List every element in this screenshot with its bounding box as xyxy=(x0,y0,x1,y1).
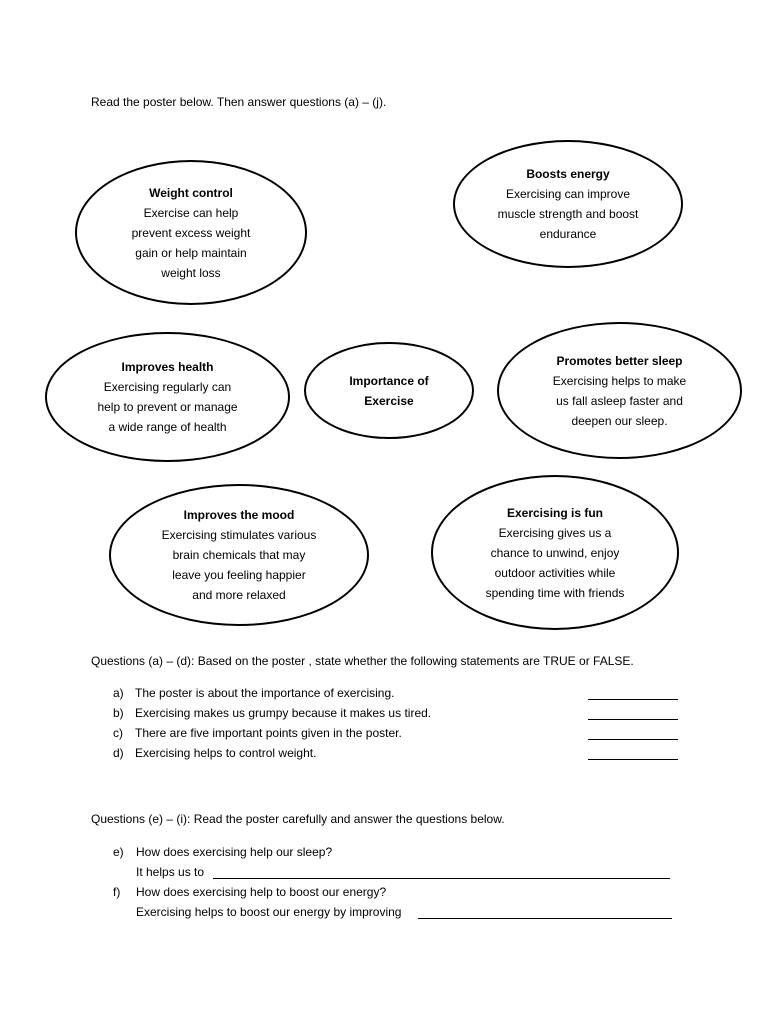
center-title: Importance of Exercise xyxy=(349,373,429,408)
oval-body: Exercising regularly can help to prevent or manage a wide range of health xyxy=(97,380,238,434)
oval-weight-control xyxy=(75,160,307,305)
answer-blank[interactable] xyxy=(588,699,678,700)
oval-title: Improves the mood xyxy=(183,508,295,522)
answer-prompt: It helps us to xyxy=(136,865,205,879)
answer-prompt: Exercising helps to boost our energy by improving xyxy=(136,905,402,919)
oval-body: Exercising can improve muscle strength and boost endurance xyxy=(497,187,639,241)
answer-blank[interactable] xyxy=(588,759,678,760)
question-letter: d) xyxy=(113,746,124,760)
question-text: How does exercising help to boost our energy? xyxy=(136,885,387,899)
question-text: There are five important points given in the poster. xyxy=(135,726,402,740)
oval-body: Exercising gives us a chance to unwind, enjoy outdoor activities while spending time with friends xyxy=(485,525,625,600)
oval-title: Weight control xyxy=(149,185,233,200)
oval-importance-of-exercise xyxy=(304,342,474,439)
tf-question-b xyxy=(113,706,678,726)
question-text: Exercising makes us grumpy because it makes us tired. xyxy=(135,706,432,720)
tf-section-title: Questions (a) – (d): Based on the poster , state whether the following statements are TRUE or FALSE. xyxy=(91,654,634,668)
oval-title: Boosts energy xyxy=(526,167,610,181)
question-letter: a) xyxy=(113,686,124,700)
question-text: How does exercising help our sleep? xyxy=(136,845,333,859)
tf-question-a xyxy=(113,686,678,706)
answer-line[interactable] xyxy=(418,918,672,919)
oval-promotes-better-sleep xyxy=(497,322,742,459)
question-letter: f) xyxy=(113,885,121,899)
open-section-title: Questions (e) – (i): Read the poster carefully and answer the questions below. xyxy=(91,812,505,826)
oval-boosts-energy xyxy=(453,140,683,268)
question-text: Exercising helps to control weight. xyxy=(135,746,317,760)
answer-line[interactable] xyxy=(213,878,670,879)
oval-body: Exercise can help prevent excess weight gain or help maintain weight loss xyxy=(131,205,251,280)
oval-title: Promotes better sleep xyxy=(556,353,683,368)
answer-blank[interactable] xyxy=(588,719,678,720)
tf-question-d xyxy=(113,746,678,766)
oval-exercising-is-fun xyxy=(431,475,679,630)
question-text: The poster is about the importance of exercising. xyxy=(135,686,395,700)
oval-body: Exercising stimulates various brain chemicals that may leave you feeling happier and more relaxed xyxy=(161,528,317,602)
instructions: Read the poster below. Then answer questions (a) – (j). xyxy=(91,95,387,109)
answer-blank[interactable] xyxy=(588,739,678,740)
question-letter: c) xyxy=(113,726,123,740)
oval-body: Exercising helps to make us fall asleep faster and deepen our sleep. xyxy=(552,373,687,428)
question-letter: b) xyxy=(113,706,124,720)
tf-question-c xyxy=(113,726,678,746)
question-letter: e) xyxy=(113,845,124,859)
oval-title: Exercising is fun xyxy=(506,505,604,520)
oval-improves-health xyxy=(45,332,290,462)
oval-title: Improves health xyxy=(121,360,214,374)
oval-improves-the-mood xyxy=(109,484,369,626)
